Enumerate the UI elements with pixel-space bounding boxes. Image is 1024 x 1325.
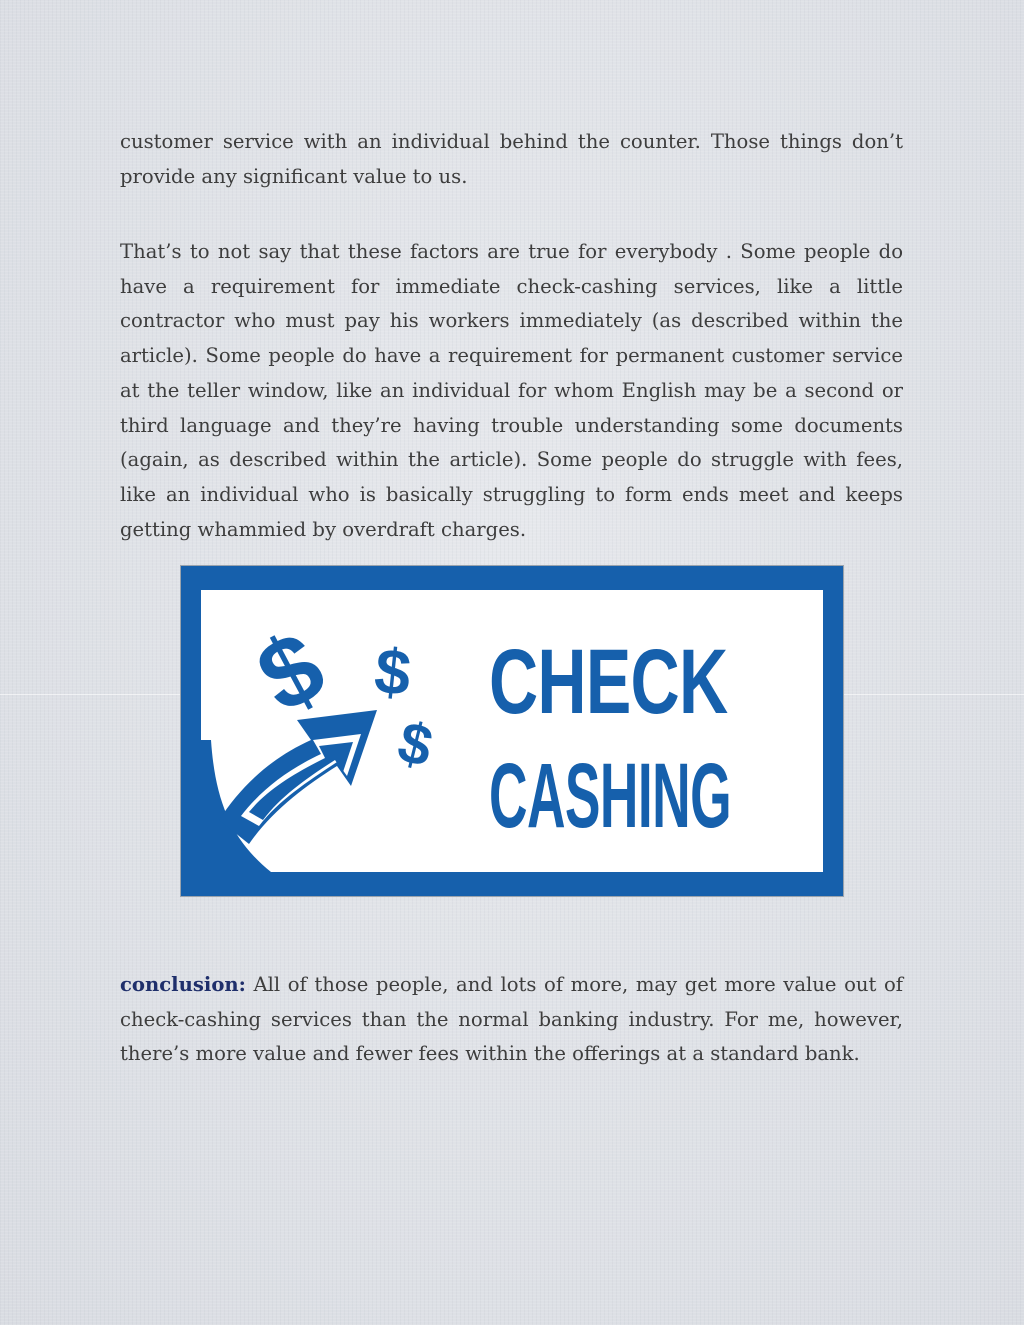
sign-title-line-1: CHECK xyxy=(489,631,728,733)
paragraph-text: customer service with an individual behind the counter. Those things don’t provide any significant value to us. xyxy=(120,130,903,188)
conclusion-label: conclusion: xyxy=(120,973,246,996)
body-paragraph-2 xyxy=(120,235,903,547)
dollar-sign-icon: $ xyxy=(239,609,342,735)
dollar-sign-icon: $ xyxy=(391,709,439,780)
body-paragraph-1 xyxy=(120,125,903,194)
conclusion-paragraph xyxy=(120,968,903,1072)
paragraph-text xyxy=(120,968,903,1072)
paragraph-text: That’s to not say that these factors are true for everybody . Some people do have a requirement for immediate check-cashing services, like a little contractor who must pay his workers immediately (as described within the article). Some people do have a requirement for permanent customer service at the teller window, like an individual for whom English may be a second or third language and they’re having trouble understanding some documents (again, as described within the article). Some people do struggle with fees, like an individual who is basically struggling to form ends meet and keeps getting whammied by overdraft charges. xyxy=(120,240,903,541)
conclusion-text: All of those people, and lots of more, may get more value out of check-cashing services than the normal banking industry. For me, however, there’s more value and fewer fees within the offerings at a standard bank. xyxy=(120,973,903,1066)
dollar-sign-icon: $ xyxy=(371,634,415,710)
sign-panel xyxy=(201,590,823,872)
check-cashing-sign-image xyxy=(180,565,844,897)
sign-title-line-2: CASHING xyxy=(489,745,732,847)
